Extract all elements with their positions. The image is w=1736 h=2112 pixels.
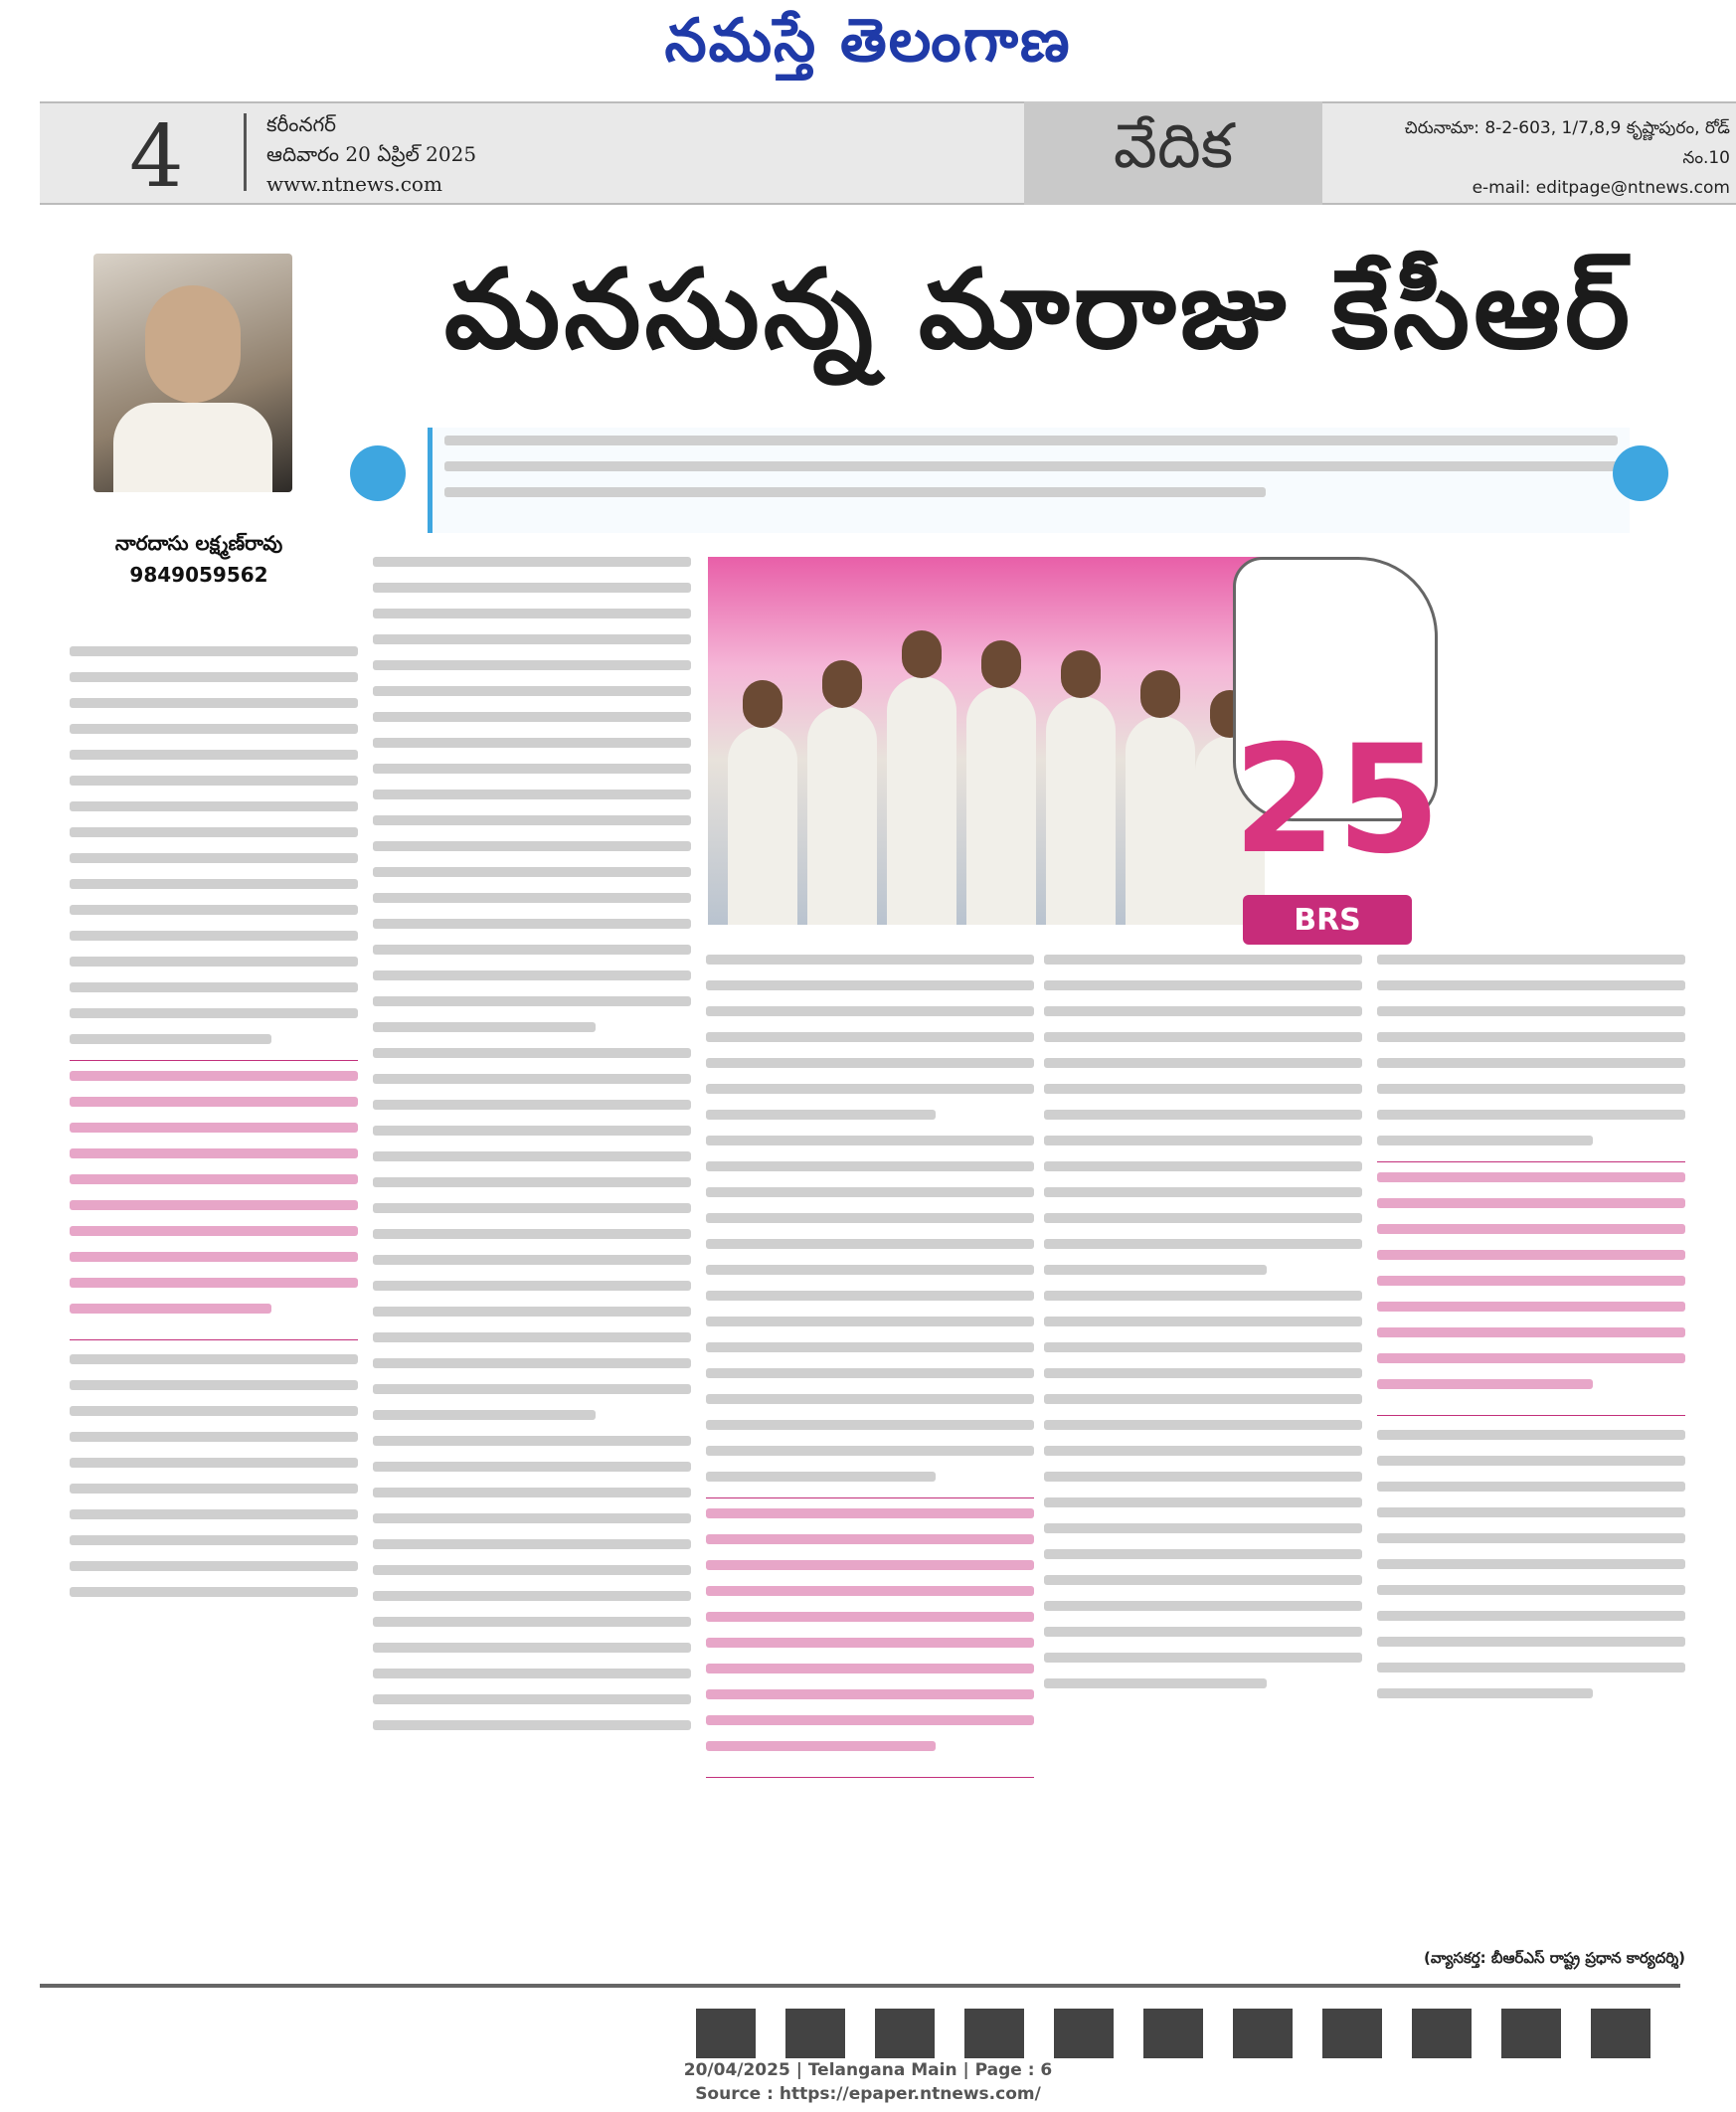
pull-quote	[70, 1060, 358, 1340]
address-block	[1362, 113, 1730, 203]
anniversary-graphic	[1233, 557, 1441, 955]
section-title: వేదిక	[1024, 101, 1322, 205]
city: కరీంనగర్	[266, 112, 336, 136]
person	[728, 726, 797, 925]
next-headline-teaser	[696, 2009, 1670, 2058]
column-4	[1044, 955, 1362, 1969]
date: ఆదివారం 20 ఏప్రిల్ 2025	[266, 142, 477, 166]
party-badge: BRS	[1243, 895, 1412, 945]
byline	[89, 527, 308, 591]
anniversary-number: 25	[1233, 714, 1441, 887]
footer	[0, 2058, 1736, 2106]
person	[1126, 716, 1195, 925]
footer-date: 20/04/2025 | Telangana Main | Page : 6	[683, 2060, 1053, 2080]
author-name: నారదాసు లక్ష్మణ్‌రావు	[114, 531, 283, 555]
person	[807, 706, 877, 925]
pull-quote	[1377, 1161, 1685, 1416]
divider	[244, 113, 247, 191]
column-3	[706, 955, 1034, 1969]
pull-quote	[706, 1497, 1034, 1778]
author-phone: 9849059562	[129, 563, 268, 587]
author-note: (వ్యాసకర్త: బీఆర్‌ఎస్ రాష్ట్ర ప్రధాన కార్యదర్శి)	[1423, 1949, 1685, 1967]
newspaper-logo: నమస్తే తెలంగాణ	[664, 6, 1072, 76]
shirt-shape	[113, 403, 272, 492]
person	[966, 686, 1036, 925]
quote-close-icon	[1613, 445, 1668, 501]
headline: మనసున్న మారాజు కేసీఆర్	[443, 246, 1635, 373]
footer-source[interactable]: Source : https://epaper.ntnews.com/	[695, 2084, 1041, 2104]
column-5	[1377, 955, 1685, 1969]
main-photo	[708, 557, 1265, 925]
date-block	[266, 109, 476, 199]
face-icon	[145, 285, 241, 403]
bottom-rule	[40, 1984, 1680, 1988]
info-bar	[40, 101, 1736, 205]
quote-open-icon	[350, 445, 406, 501]
page-number: 4	[129, 107, 184, 207]
person	[887, 676, 956, 925]
address: చిరునామా: 8-2-603, 1/7,8,9 కృష్ణాపురం, రోడ్ నం.10	[1404, 118, 1730, 168]
person	[1046, 696, 1116, 925]
column-2	[373, 557, 691, 1969]
website[interactable]: www.ntnews.com	[266, 172, 442, 196]
intro-blurb	[428, 428, 1630, 533]
column-1	[70, 646, 358, 1969]
email[interactable]: e-mail: editpage@ntnews.com	[1472, 178, 1730, 198]
author-photo	[93, 254, 292, 492]
masthead	[0, 0, 1736, 95]
